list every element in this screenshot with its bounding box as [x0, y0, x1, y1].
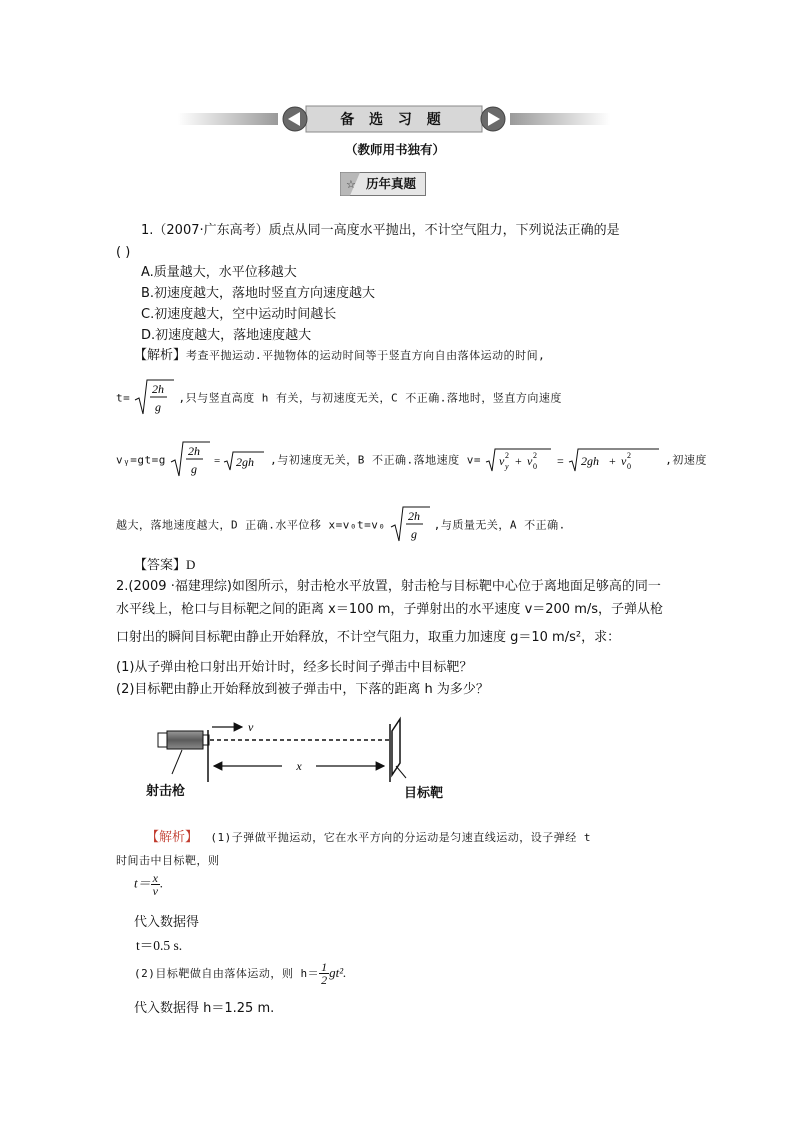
- q2-stem-line1: 2.(2009 ·福建理综)如图所示，射击枪水平放置，射击枪与目标靶中心位于离地面足够高的同一: [116, 579, 661, 594]
- q1-stem: 1.（2007·广东高考）质点从同一高度水平抛出，不计空气阻力，下列说法正确的是: [141, 223, 620, 238]
- q1-analysis-line3: vᵧ=gt=g 2h g = 2gh ,与初速度无关，B 不正确.落地速度 v= v 2 y + v 2 0 = 2gh + v 2 0 ,初速度: [116, 440, 707, 480]
- q1-option-d: D.初速度越大，落地速度越大: [141, 328, 312, 343]
- svg-text:+: +: [609, 454, 616, 468]
- q1-answer-label: 【答案】: [134, 558, 187, 573]
- target-label: 目标靶: [404, 786, 444, 801]
- svg-text:=: =: [557, 454, 564, 468]
- q2-analysis-label: 【解析】: [146, 830, 199, 845]
- q1-answer: [134, 556, 195, 575]
- sqrt-formula-vy: [170, 440, 266, 480]
- q2-sub2-analysis: (2)目标靶做自由落体运动，则 h＝ $\frac{1}{2}$ gt².: [134, 960, 347, 987]
- gun-label: 射击枪: [146, 784, 186, 799]
- star-icon: ☆: [346, 178, 356, 191]
- svg-text:0: 0: [533, 462, 538, 471]
- q1-option-c: C.初速度越大，空中运动时间越长: [141, 307, 337, 322]
- svg-text:2h: 2h: [187, 444, 200, 458]
- q1-option-b: B.初速度越大，落地时竖直方向速度越大: [141, 286, 376, 301]
- q1-analysis-line2: t= 2h g ,只与竖直高度 h 有关，与初速度无关，C 不正确.落地时，竖直方向速度: [116, 378, 562, 418]
- distance-label: x: [296, 759, 302, 773]
- q2-stem-line2: 水平线上，枪口与目标靶之间的距离 x＝100 m，子弹射出的水平速度 v＝200 m/s，子弹从枪: [116, 602, 664, 617]
- svg-text:g: g: [190, 462, 197, 476]
- q2-substitute2: 代入数据得 h＝1.25 m.: [134, 1001, 275, 1016]
- sqrt-formula-v: [485, 445, 661, 475]
- svg-text:2h: 2h: [407, 509, 420, 523]
- svg-text:v: v: [621, 454, 627, 468]
- q1-option-a: A.质量越大，水平位移越大: [141, 265, 297, 280]
- velocity-label: v: [248, 720, 254, 734]
- gun-icon: [158, 731, 209, 749]
- q1-analysis-line4: 越大，落地速度越大，D 正确.水平位移 x=v₀t=v₀ 2h g ,与质量无关，A 不正确.: [116, 505, 566, 545]
- svg-text:0: 0: [627, 462, 632, 471]
- q2-analysis-line1: 【解析】 (1)子弹做平抛运动，它在水平方向的分运动是匀速直线运动，设子弹经 t: [146, 830, 592, 845]
- svg-text:2gh: 2gh: [581, 454, 600, 468]
- q2-formula-t: t＝ $\frac{x}{v}$ .: [134, 871, 164, 898]
- svg-text:2: 2: [627, 451, 632, 460]
- svg-text:y: y: [505, 462, 509, 471]
- svg-text:+: +: [515, 454, 522, 468]
- svg-text:g: g: [410, 527, 417, 541]
- left-arrow-icon: [283, 107, 307, 131]
- svg-text:v: v: [499, 454, 505, 468]
- svg-text:=: =: [213, 455, 221, 467]
- q1-analysis-line1: 【解析】考查平抛运动.平抛物体的运动时间等于竖直方向自由落体运动的时间,: [134, 348, 546, 363]
- svg-text:g: g: [155, 400, 162, 414]
- svg-text:v: v: [527, 454, 533, 468]
- q2-analysis-line2: 时间击中目标靶，则: [116, 854, 220, 867]
- q2-result1: t＝0.5 s.: [136, 938, 183, 953]
- svg-text:2: 2: [505, 451, 510, 460]
- q1-answer-value: D: [186, 557, 196, 572]
- q2-sub1: (1)从子弹由枪口射出开始计时，经多长时间子弹击中目标靶？: [116, 660, 473, 675]
- banner-title: 备 选 习 题: [340, 112, 446, 128]
- q2-substitute1: 代入数据得: [134, 915, 200, 930]
- q2-sub2: (2)目标靶由静止开始释放到被子弹击中，下落的距离 h 为多少？: [116, 682, 489, 697]
- subtitle: （教师用书独有）: [344, 142, 445, 157]
- svg-text:2: 2: [533, 451, 538, 460]
- sqrt-2h-over-g-2: [390, 505, 430, 545]
- q1-analysis-label: 【解析】: [134, 348, 187, 363]
- right-arrow-icon: [481, 107, 505, 131]
- svg-text:2gh: 2gh: [235, 455, 254, 469]
- svg-text:2h: 2h: [152, 382, 165, 396]
- section-tag-label: 历年真题: [366, 176, 417, 191]
- sqrt-2h-over-g: [134, 378, 174, 418]
- q2-stem-line3: 口射出的瞬间目标靶由静止开始释放，不计空气阻力，取重力加速度 g＝10 m/s²，求：: [116, 630, 621, 645]
- q1-blank: ( ): [116, 245, 131, 260]
